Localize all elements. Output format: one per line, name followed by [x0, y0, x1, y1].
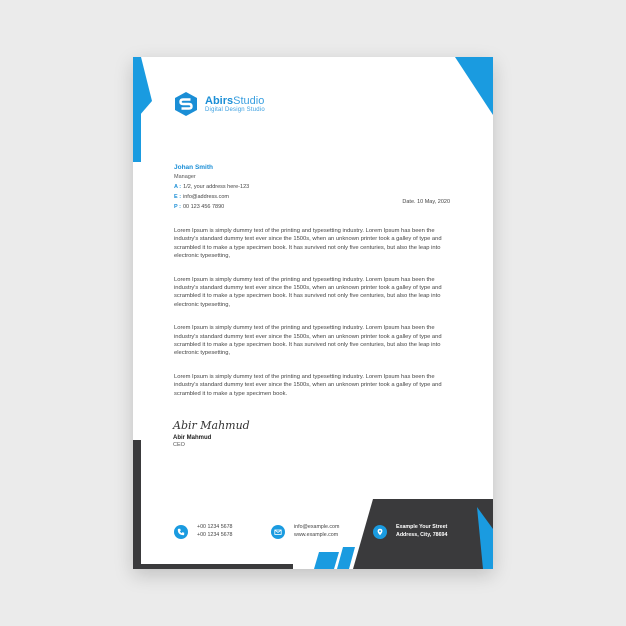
sender-address: A : 1/2, your address here-123 — [174, 184, 250, 190]
left-top-triangle — [133, 57, 152, 123]
brand-logo — [173, 91, 265, 117]
footer-phone — [174, 524, 233, 539]
top-right-triangle — [455, 57, 493, 115]
footer-email-address[interactable]: info@example.com — [294, 524, 340, 530]
letter-date: Date. 10 May, 2020 — [402, 199, 450, 205]
handwritten-signature: Abir Mahmud — [173, 419, 250, 432]
brand-name-bold: Abirs — [205, 95, 234, 107]
hexagon-s-icon — [173, 91, 199, 117]
sender-email: E : info@address.com — [174, 194, 229, 200]
body-paragraph: Lorem Ipsum is simply dummy text of the printing and typesetting industry. Lorem Ipsum has been the industry's standard dummy text ever since the 1500s, when an unknown printer took a galley of type and scrambled it to make a type specimen book. It has survived not only five centuries, but also the leap into electronic typesetting, — [174, 276, 442, 308]
sender-name: Johan Smith — [174, 164, 214, 171]
footer-street: Example Your Street — [396, 524, 448, 530]
letterhead-page — [133, 57, 493, 569]
body-paragraph: Lorem Ipsum is simply dummy text of the printing and typesetting industry. Lorem Ipsum has been the industry's standard dummy text ever since the 1500s, when an unknown printer took a galley of type and scrambled it to make a type specimen book. It has survived not only five centuries, but also the leap into electronic typesetting, — [174, 325, 442, 357]
body-paragraph: Lorem Ipsum is simply dummy text of the printing and typesetting industry. Lorem Ipsum has been the industry's standard dummy text ever since the 1500s, when an unknown printer took a galley of type and scrambled it to make a type specimen book. It has survived not only five centuries, but also the leap into electronic typesetting, — [174, 228, 442, 260]
footer-phone-1: +00 1234 5678 — [197, 524, 233, 530]
brand-name — [205, 95, 265, 107]
phone-icon — [174, 525, 188, 539]
sender-phone: P : 00 123 456 7890 — [174, 204, 225, 210]
signer-name: Abir Mahmud — [173, 435, 212, 441]
body-paragraph: Lorem Ipsum is simply dummy text of the printing and typesetting industry. Lorem Ipsum has been the industry's standard dummy text ever since the 1500s, when an unknown printer took a galley of type and scrambled it to make a type specimen book. — [174, 373, 442, 397]
footer-address — [373, 524, 447, 539]
signer-role: CEO — [173, 442, 185, 448]
signature-block — [173, 419, 250, 448]
footer-phone-2: +00 1234 5678 — [197, 531, 233, 538]
bottom-dark-strip — [133, 564, 293, 569]
sender-block — [174, 164, 249, 210]
letter-body — [174, 227, 454, 413]
brand-tagline: Digital Design Studio — [205, 107, 265, 113]
footer-accent-2 — [337, 547, 355, 569]
footer-email — [271, 524, 339, 539]
location-pin-icon — [373, 525, 387, 539]
brand-name-regular: Studio — [233, 95, 265, 107]
sender-role: Manager — [174, 174, 196, 180]
left-dark-bar — [133, 440, 141, 569]
footer-accent-1 — [314, 552, 339, 569]
footer-website[interactable]: www.example.com — [294, 531, 339, 538]
footer-city: Address, City, 78694 — [396, 531, 448, 538]
mail-icon — [271, 525, 285, 539]
